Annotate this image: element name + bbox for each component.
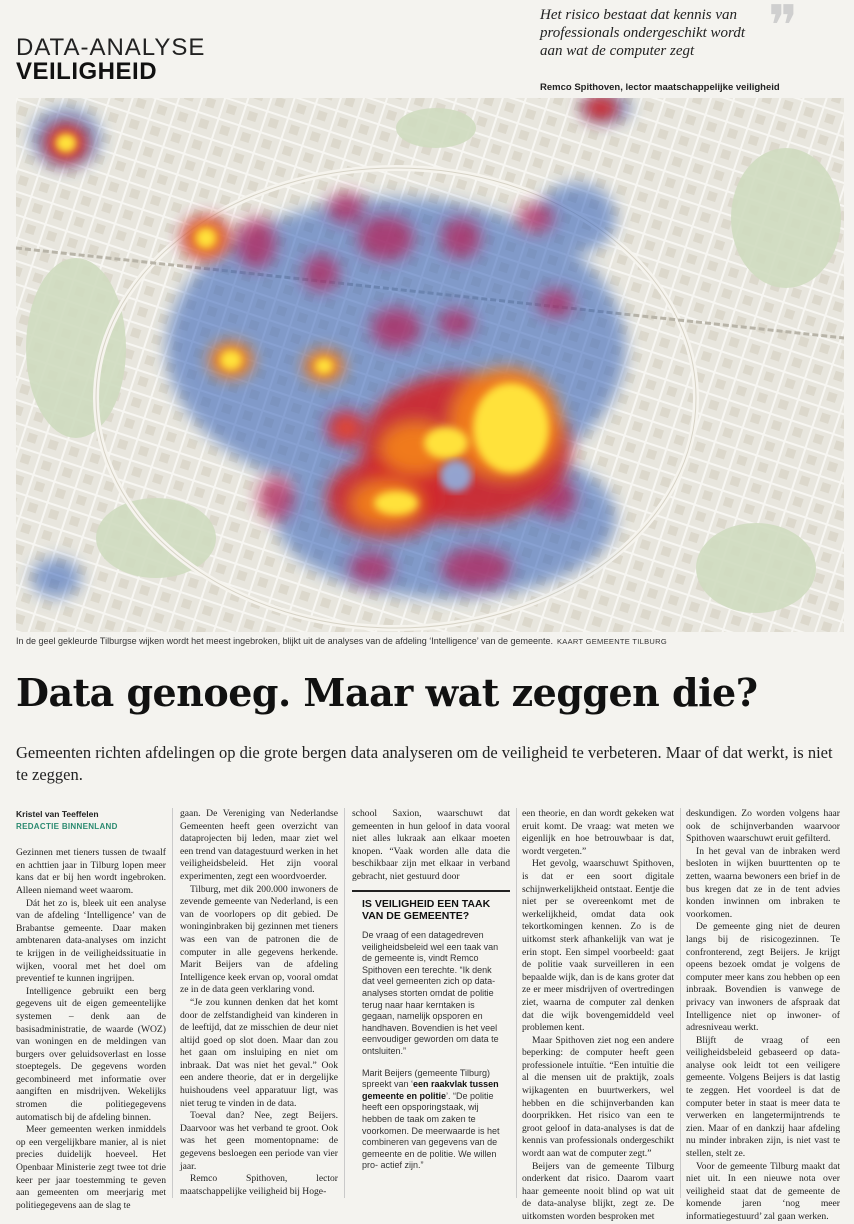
article-column-5	[686, 808, 840, 1224]
article-column-4	[522, 808, 674, 1224]
paragraph: “Je zou kunnen denken dat het komt door de zelfstandigheid van kinderen in de leeftijd, dat ze misschien de deur niet altijd goed op slot doen. Maar dan zou het gaan om insluiping en niet om inbraak. Dat was niet het geval.” Ook een andere theorie, dat er in dergelijke huishoudens veel apparatuur ligt, was niet terug te vinden in de data.	[180, 996, 338, 1109]
article-column-2	[180, 808, 338, 1198]
column-divider	[516, 808, 517, 1198]
map-caption-text: In de geel gekleurde Tilburgse wijken wordt het meest ingebroken, blijkt uit de analyses van de afdeling ‘Intelligence’ van de gemeente.	[16, 636, 553, 646]
heatmap-image	[16, 98, 844, 632]
author-desk: REDACTIE BINNENLAND	[16, 821, 118, 831]
sidebar-emphasis: een raakvlak tussen gemeente en politie	[362, 1079, 499, 1101]
section-topic: VEILIGHEID	[16, 58, 158, 85]
paragraph: Toeval dan? Nee, zegt Beijers. Daarvoor was het verband te groot. Ook was het geen momentopname: de gegevens besloegen een periode van vier jaar.	[180, 1110, 338, 1172]
paragraph: Voor de gemeente Tilburg maakt dat niet uit. In een nieuwe nota over veiligheid staat dat de gemeente de komende jaren ‘nog meer informatiegestuurd’ zal gaan werken.	[686, 1160, 840, 1222]
paragraph: Blijft de vraag of een veiligheidsbeleid gebaseerd op data-analyse ook leidt tot een veiligere gemeente. Volgens Beijers is dat lastig te zeggen. Het voordeel is dat de computer beter in staat is meer data te verwerken en langetermijntrends te zien. Maar of en dankzij haar afdeling nu minder inbraken zijn, is niet vast te stellen, stelt ze.	[686, 1034, 840, 1160]
pull-quote: Het risico bestaat dat kennis van professionals ondergeschikt wordt aan wat de computer zegt	[540, 7, 745, 59]
paragraph: Het gevolg, waarschuwt Spithoven, is dat er een soort digitale schijnwerkelijkheid ontstaat. Eentje die niet per se overeenkomt met de werkelijkheid, omdat data ook tekortkomingen kennen. Zo is de uitkomst sterk afhankelijk van wat je erin stopt. Een simpel voorbeeld: gaat de politie vaak surveilleren in een bepaalde wijk, dan is de kans groter dat ze er meer misdrijven of overtredingen ziet, waarna de computer zal denken dat die wijk bovengemiddeld veel problemen kent.	[522, 858, 674, 1034]
sidebar-paragraph: De vraag of een datagedreven veiligheidsbeleid wel een taak van de gemeente is, vindt Remco Spithoven een terechte. “Ik denk dat veel gemeenten zich op data-analyses storten omdat de politie terug naar haar kerntaken is gegaan, namelijk opsporen en handhaven. Bovendien is het veel eenvoudiger geworden om data te ontsluiten.”	[362, 930, 499, 1056]
paragraph: Gezinnen met tieners tussen de twaalf en achttien jaar in Tilburg lopen meer kans dat er bij hen wordt ingebroken. Alleen niemand weet waarom.	[16, 847, 166, 896]
paragraph: Intelligence gebruikt een berg gegevens uit de eigen gemeentelijke systemen – denk aan de basisadministratie, de waarde (WOZ) van woningen en de meldingen van burgers over geluidsoverlast en losse stoeptegels. De gegevens worden gecombineerd met informatie over aangiften en misdrijven. Wekelijks stromen die politiegegevens automatisch bij de afdeling binnen.	[16, 985, 166, 1123]
paragraph: Dát het zo is, bleek uit een analyse van de afdeling ‘Intelligence’ van de Brabantse gemeente. Daar maken ambtenaren data-analyses om inzicht te krijgen in de veiligheidssituatie in wijken, vooral met het doel om preventief te kunnen ingrijpen.	[16, 897, 166, 985]
map-caption	[16, 636, 844, 646]
author-name: Kristel van Teeffelen	[16, 809, 99, 819]
column-divider	[344, 808, 345, 1198]
paragraph: een theorie, en dan wordt gekeken wat eruit komt. De vraag: wat meten we eigenlijk en hoe betrouwbaar is dat, wordt vergeten.”	[522, 808, 674, 857]
paragraph: deskundigen. Zo worden volgens haar ook de schijnverbanden waarvoor Spithoven waarschuwt eruit gefilterd.	[686, 808, 840, 845]
paragraph: Beijers van de gemeente Tilburg onderkent dat risico. Daarom vaart haar gemeente nooit blind op wat uit de data-analyse blijkt, zegt ze. De uitkomsten worden besproken met	[522, 1160, 674, 1222]
paragraph: Meer gemeenten werken inmiddels op een vergelijkbare manier, al is niet precies duidelijk hoeveel. Het Openbaar Ministerie zegt twee tot drie keer per jaar toestemming te geven aan gemeenten om meerjarig met politiegegevens aan de slag te	[16, 1124, 166, 1211]
sidebar-box	[352, 890, 510, 1197]
column-divider	[172, 808, 173, 1198]
sidebar-box-text	[362, 930, 506, 1172]
paragraph: Maar Spithoven ziet nog een andere beperking: de computer heeft geen professionele intuïtie. “Een intuïtie die al die mensen uit de praktijk, zoals wijkagenten en buurtwerkers, wel hebben en die schijnverbanden kan doorprikken. Het risico van een te groot geloof in data-analyses is dat de kennis van professionals ondergeschikt wordt aan wat de computer zegt.”	[522, 1034, 674, 1160]
section-kicker: DATA-ANALYSE	[16, 34, 206, 61]
paragraph: De gemeente ging niet de deuren langs bij de risicogezinnen. Te confronterend, zegt Beijers. Je krijgt opeens bezoek omdat je volgens de computer meer kans zou hebben op een inbraak. Bovendien is vanwege de privacy van inwoners de afspraak dat Intelligence niet op inwoner- of adresniveau werkt.	[686, 921, 840, 1034]
article-headline: Data genoeg. Maar wat zeggen die?	[16, 670, 758, 715]
sidebar-paragraph: Marit Beijers (gemeente Tilburg) spreekt van ‘een raakvlak tussen gemeente en politie’. “De politie heeft een opsporingstaak, wij hebben de taak om zaken te voorkomen. De meerwaarde is het combineren van gegevens van de gemeente en de politie. We willen pro- actief zijn.”	[362, 1067, 500, 1171]
article-column-3	[352, 808, 510, 884]
paragraph: gaan. De Vereniging van Nederlandse Gemeenten heeft geen overzicht van dataprojecten bij leden, maar ziet wel een trend van datagestuurd werken in het veiligheidsbeleid. Het zijn vooral experimenten, zegt een woordvoerder.	[180, 808, 338, 882]
map-credit: KAART GEMEENTE TILBURG	[557, 637, 667, 646]
paragraph: school Saxion, waarschuwt dat gemeenten in hun geloof in data vooral niet alles lukraak aan elkaar moeten knopen. “Vaak worden alle data die beschikbaar zijn met elkaar in verband gebracht, niet gestuurd door	[352, 808, 510, 882]
heatmap-svg	[16, 98, 844, 632]
column-divider	[680, 808, 681, 1198]
pull-quote-attribution: Remco Spithoven, lector maatschappelijke veiligheid	[540, 82, 780, 93]
article-column-1	[16, 808, 166, 1212]
article-subhead: Gemeenten richten afdelingen op die grote bergen data analyseren om de veiligheid te verbeteren. Maar of dat werkt, is niet te zeggen.	[16, 743, 833, 784]
sidebar-box-title: IS VEILIGHEID EEN TAAK VAN DE GEMEENTE?	[362, 898, 491, 922]
paragraph: In het geval van de inbraken werd besloten in wijken buurttenten op te zetten, waarna bewoners een brief in de bus kregen dat ze in de tent advies konden inwinnen om inbraken te voorkomen.	[686, 845, 840, 920]
paragraph: Remco Spithoven, lector maatschappelijke veiligheid bij Hoge-	[180, 1173, 338, 1197]
paragraph: Tilburg, met dik 200.000 inwoners de zevende gemeente van Nederland, is een van de voorlopers op dit gebied. De woninginbraken bij gezinnen met tieners was een van de patronen die de computer in alle gegevens herkende. Marit Beijers van de afdeling Intelligence keek ervan op, vooral omdat ze in de data geen verklaring vond.	[180, 883, 338, 996]
quote-mark-icon: ❞	[768, 0, 799, 59]
